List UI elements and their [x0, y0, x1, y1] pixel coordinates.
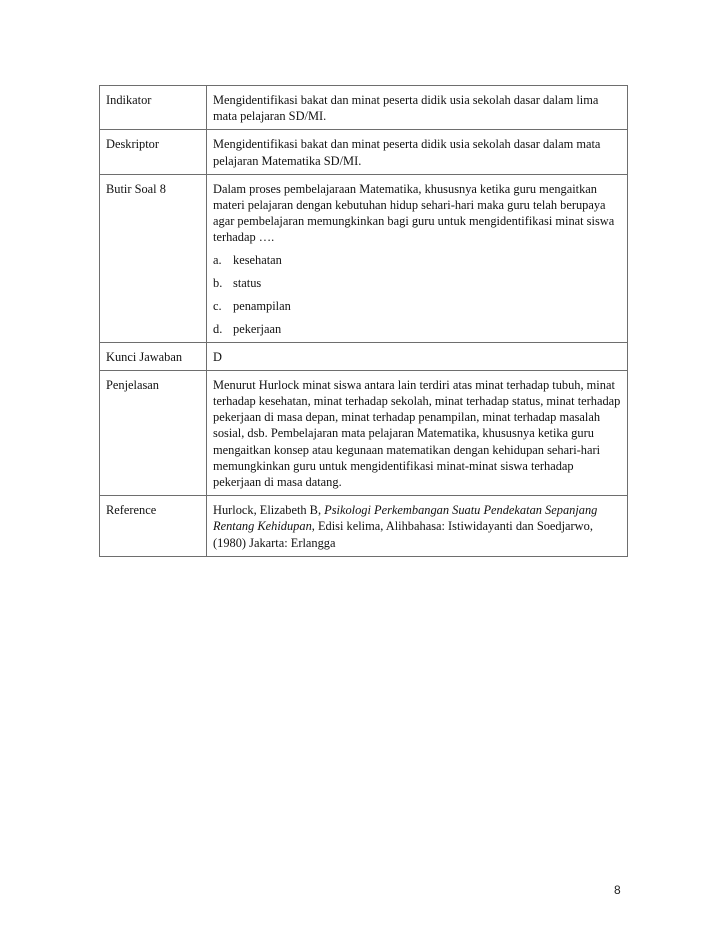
penjelasan-text: Menurut Hurlock minat siswa antara lain terdiri atas minat terhadap tubuh, minat terhadap kesehatan, minat terhadap sekolah, minat terhadap status, minat terhadap pekerjaan di masa depan, minat terhadap penampilan, minat terhadap masalah sosial, dsb. Pembelajaran mata pelajaran Matematika, khususnya ketika guru mengaitkan konsep atau kegunaan matematikan dengan kehidupan sehari-hari memungkinkan guru untuk mengidentifikasi minat-minat siswa terhadap pekerjaan di masa datang.: [213, 377, 621, 490]
reference-text: [213, 502, 621, 551]
deskriptor-value: [207, 130, 628, 174]
option-a: [213, 252, 621, 268]
row-reference: [100, 496, 628, 557]
row-kunci-jawaban: [100, 342, 628, 370]
reference-label: Reference: [100, 496, 207, 557]
reference-value: [207, 496, 628, 557]
option-letter: c.: [213, 298, 222, 313]
option-letter: b.: [213, 275, 223, 290]
reference-book-title: Psikologi Perkembangan Suatu Pendekatan Sepanjang Rentang Kehidupan: [213, 503, 598, 534]
row-indikator: [100, 86, 628, 130]
page-number: 8: [614, 883, 621, 897]
option-letter: d.: [213, 321, 223, 336]
indikator-text: Mengidentifikasi bakat dan minat peserta didik usia sekolah dasar dalam lima mata pelajaran SD/MI.: [213, 93, 599, 124]
option-c: [213, 298, 621, 314]
row-deskriptor: [100, 130, 628, 174]
indikator-label: Indikator: [100, 86, 207, 130]
reference-author: Hurlock, Elizabeth B,: [213, 503, 325, 518]
penjelasan-label: Penjelasan: [100, 370, 207, 495]
butir-soal-value: [207, 174, 628, 342]
deskriptor-label: Deskriptor: [100, 130, 207, 174]
penjelasan-value: [207, 370, 628, 495]
row-penjelasan: [100, 370, 628, 495]
butir-soal-label: Butir Soal 8: [100, 174, 207, 342]
question-card-table: [99, 85, 628, 557]
reference-details: , Edisi kelima, Alihbahasa: Istiwidayanti dan Soedjarwo, (1980) Jakarta: Erlangga: [213, 519, 593, 550]
option-text: penampilan: [233, 298, 291, 313]
row-butir-soal: [100, 174, 628, 342]
kunci-jawaban-label: Kunci Jawaban: [100, 342, 207, 370]
option-letter: a.: [213, 252, 222, 267]
answer-options: [213, 252, 621, 337]
indikator-value: [207, 86, 628, 130]
option-text: status: [233, 275, 262, 290]
option-text: pekerjaan: [233, 321, 282, 336]
option-text: kesehatan: [233, 252, 282, 267]
deskriptor-text: Mengidentifikasi bakat dan minat peserta didik usia sekolah dasar dalam mata pelajaran Matematika SD/MI.: [213, 137, 601, 168]
option-d: [213, 321, 621, 337]
kunci-jawaban-value: D: [207, 342, 628, 370]
question-text: Dalam proses pembelajaraan Matematika, khususnya ketika guru mengaitkan materi pelajaran dengan kebutuhan hidup sehari-hari maka guru telah berupaya agar pembelajaran memungkinkan bagi guru untuk mengidentifikasi minat siswa terhadap ….: [213, 181, 615, 245]
option-b: [213, 275, 621, 291]
